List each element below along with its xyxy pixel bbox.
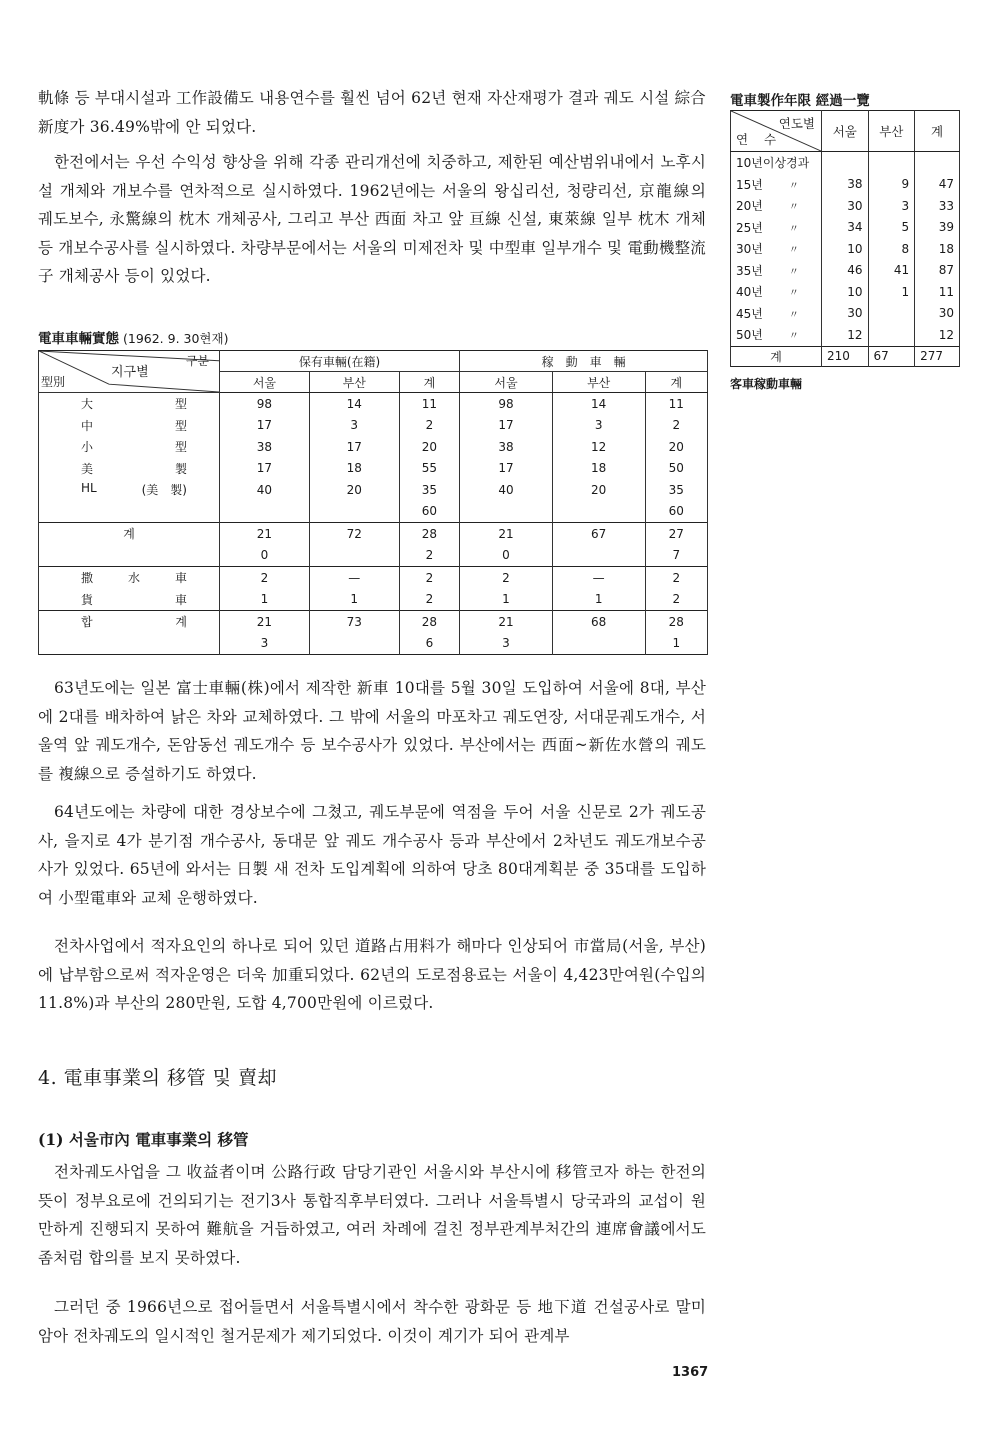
label-part: 水 (127, 571, 140, 586)
cell-value: 1 (552, 589, 645, 611)
ditto-mark: 〃 (788, 288, 799, 300)
row-label (39, 545, 220, 567)
paragraph-1963-new-cars: 63년도에는 일본 富士車輛(株)에서 제작한 新車 10대를 5월 30일 도입하여 서울에 8대, 부산에 2대를 배차하여 낡은 차와 교체하였다. 그 밖에 서울의 마포차고 궤도연장, 서대문궤도개수, 서울역 앞 궤도개수, 돈암동선 궤도개수 등 보수공사가 있었다. 부산에서는 西面~新佐水營의 궤도를 複線으로 증설하기도 하였다. (38, 679, 706, 783)
row-label (39, 501, 220, 523)
table-row (731, 152, 960, 174)
row-label (39, 567, 220, 589)
cell-value: 40 (220, 479, 310, 501)
cell-value: 28 (399, 523, 459, 545)
cell-value: 18 (552, 458, 645, 480)
total-busan: 67 (868, 346, 915, 366)
row-label: 25년 (736, 220, 763, 235)
cell-value: 55 (399, 458, 459, 480)
cell-value: 20 (645, 436, 707, 458)
cell-value (552, 545, 645, 567)
age-table-corner (731, 111, 822, 152)
label-part: 美 (81, 461, 94, 476)
cell-value: 3 (309, 415, 399, 437)
cell-value: 7 (645, 545, 707, 567)
cell-value: 67 (552, 523, 645, 545)
row-label-text (39, 460, 219, 477)
row-label-text (39, 417, 219, 434)
table-row (39, 567, 708, 589)
cell-value: 17 (460, 415, 553, 437)
label-part: HL (81, 481, 97, 496)
col-header-seoul: 서울 (822, 111, 869, 152)
cell-value: 38 (220, 436, 310, 458)
cell-value: 50 (645, 458, 707, 480)
table-row (39, 501, 708, 523)
row-label: 30년 (736, 242, 763, 257)
cell-busan: 1 (868, 281, 915, 303)
cell-total: 33 (915, 195, 960, 217)
cell-value: 2 (460, 567, 553, 589)
table-row (39, 589, 708, 611)
row-label (39, 436, 220, 458)
col-header-busan: 부산 (309, 372, 399, 393)
cell-value: 98 (460, 393, 553, 415)
label-part: (美 製) (141, 483, 187, 498)
cell-value: 2 (645, 567, 707, 589)
cell-value: 72 (309, 523, 399, 545)
col-header-busan: 부산 (868, 111, 915, 152)
vehicle-table-corner (39, 351, 220, 393)
cell-total: 12 (915, 324, 960, 346)
tram-age-table (730, 110, 960, 367)
label-text: 계 (123, 527, 135, 542)
cell-value: 21 (220, 611, 310, 633)
paragraph-road-fees: 전차사업에서 적자요인의 하나로 되어 있던 道路占用料가 해마다 인상되어 市當局(서울, 부산)에 납부함으로써 적자운영은 더욱 加重되었다. 62년의 도로점용료는 서울이 4,423만여원(수입의 11.8%)과 부산의 280만원, 도합 4,700만원에 이르렀다. (38, 937, 706, 1012)
cell-value: 18 (309, 458, 399, 480)
table-row (731, 281, 960, 303)
cell-value: 1 (220, 589, 310, 611)
cell-value: 35 (399, 479, 459, 501)
vehicle-table-title-main: 電車車輛實態 (38, 331, 119, 347)
table-row (39, 458, 708, 480)
row-label: 50년 (736, 328, 763, 343)
col-header-seoul: 서울 (220, 372, 310, 393)
row-label: 45년 (736, 306, 763, 321)
col-header-busan: 부산 (552, 372, 645, 393)
cell-value: 2 (399, 415, 459, 437)
label-part: 大 (81, 397, 94, 412)
row-label: 15년 (736, 177, 763, 192)
group-header-registered: 保有車輛(在籍) (220, 351, 460, 372)
cell-value: 14 (309, 393, 399, 415)
cell-value: 17 (220, 415, 310, 437)
cell-value: 17 (309, 436, 399, 458)
cell-value: 2 (220, 567, 310, 589)
ditto-mark: 〃 (788, 331, 799, 343)
cell-value: 20 (552, 479, 645, 501)
cell-value: 38 (460, 436, 553, 458)
table-row (39, 523, 708, 545)
cell-value: 6 (399, 633, 459, 655)
cell-value: 73 (309, 611, 399, 633)
cell-value (220, 501, 310, 523)
vehicle-status-table (38, 350, 708, 655)
cell-value: 2 (645, 415, 707, 437)
corner-category: 구분 (185, 354, 209, 368)
cell-value: 21 (460, 523, 553, 545)
sub-heading: (1) 서울市內 電車事業의 移管 (38, 1130, 249, 1149)
table-row (731, 238, 960, 260)
table-row (731, 260, 960, 282)
cell-busan (868, 324, 915, 346)
cell-total: 30 (915, 303, 960, 325)
age-table-title: 電車製作年限 經過一覽 (730, 93, 870, 109)
ditto-mark: 〃 (788, 223, 799, 235)
table-row (731, 217, 960, 239)
paragraph-1964-1965: 64년도에는 차량에 대한 경상보수에 그쳤고, 궤도부문에 역점을 두어 서울 신문로 2가 궤도공사, 을지로 4가 분기점 개수공사, 동대문 앞 궤도 개수공사 등과 부산에서 2차년도 궤도개보수공사가 있었다. 65년에 와서는 日製 새 전차 도입계획에 의하여 당초 80대계획분 중 35대를 도입하여 小型電車와 교체 운행하였다. (38, 803, 706, 907)
paragraph-repair-works-1962: 한전에서는 우선 수익성 향상을 위해 각종 관리개선에 치중하고, 제한된 예산범위내에서 노후시설 개체와 개보수를 연차적으로 실시하였다. 1962년에는 서울의 왕십리선, 청량리선, 京龍線의 궤도보수, 永驚線의 枕木 개체공사, 그리고 부산 西面 차고 앞 亘線 신설, 東萊線 일부 枕木 개체 등 개보수공사를 실시하였다. 차량부문에서는 서울의 미제전차 및 中型車 일부개수 및 電動機整流子 개체공사 등이 있었다. (38, 153, 706, 285)
cell-value: 28 (399, 611, 459, 633)
corner-type: 型別 (41, 375, 66, 389)
row-label (39, 458, 220, 480)
cell-value: 35 (645, 479, 707, 501)
row-label: 20년 (736, 199, 763, 214)
cell-value: 11 (645, 393, 707, 415)
row-label-text (39, 395, 219, 412)
total-row (731, 346, 960, 366)
col-header-total: 계 (915, 111, 960, 152)
cell-value: 68 (552, 611, 645, 633)
ditto-mark: 〃 (788, 180, 799, 192)
cell-value (309, 545, 399, 567)
cell-value: 0 (460, 545, 553, 567)
row-label: 40년 (736, 285, 763, 300)
table-row (39, 633, 708, 655)
cell-seoul: 30 (822, 303, 869, 325)
label-part: 中 (81, 418, 94, 433)
cell-busan: 3 (868, 195, 915, 217)
cell-value: 1 (460, 589, 553, 611)
cell-value: 98 (220, 393, 310, 415)
cell-value (460, 501, 553, 523)
table-row (39, 611, 708, 633)
row-label (39, 611, 220, 633)
cell-seoul: 10 (822, 238, 869, 260)
label-part: 계 (175, 615, 187, 630)
table-row (39, 415, 708, 437)
cell-value: 21 (460, 611, 553, 633)
cell-seoul: 12 (822, 324, 869, 346)
cell-value: 3 (460, 633, 553, 655)
group-label: 10년이상경과 (731, 152, 822, 174)
cell-value: 2 (645, 589, 707, 611)
row-label (39, 633, 220, 655)
cell-total: 47 (915, 174, 960, 196)
cell-value: 1 (309, 589, 399, 611)
total-all: 277 (915, 346, 960, 366)
row-label: 35년 (736, 263, 763, 278)
cell-value: 20 (399, 436, 459, 458)
group-header-operating: 稼 動 車 輛 (460, 351, 708, 372)
table-row (39, 479, 708, 501)
cell-seoul: 30 (822, 195, 869, 217)
cell-total: 87 (915, 260, 960, 282)
label-part: 車 (174, 592, 187, 607)
cell-seoul: 34 (822, 217, 869, 239)
table-row (731, 174, 960, 196)
cell-total: 18 (915, 238, 960, 260)
row-label (39, 415, 220, 437)
cell-value (309, 633, 399, 655)
total-label: 계 (731, 346, 822, 366)
table-row (731, 324, 960, 346)
label-part: 小 (81, 440, 94, 455)
cell-value: 3 (552, 415, 645, 437)
cell-busan: 8 (868, 238, 915, 260)
cell-value: 11 (399, 393, 459, 415)
row-label (39, 523, 220, 545)
ditto-mark: 〃 (788, 245, 799, 257)
cell-value (309, 501, 399, 523)
cell-value: 12 (552, 436, 645, 458)
row-label (39, 589, 220, 611)
cell-value: 2 (399, 545, 459, 567)
col-header-seoul: 서울 (460, 372, 553, 393)
col-header-total: 계 (645, 372, 707, 393)
cell-value: 3 (220, 633, 310, 655)
cell-value: 2 (399, 567, 459, 589)
table-row (39, 545, 708, 567)
cell-value (552, 633, 645, 655)
vehicle-table-title (38, 327, 228, 347)
paragraph-subway-construction: 그러던 중 1966년으로 접어들면서 서울특별시에서 착수한 광화문 등 地下道 건설공사로 말미암아 전차궤도의 일시적인 철거문제가 제기되었다. 이것이 계기가 되어 관계부 (38, 1298, 706, 1345)
cell-value: 28 (645, 611, 707, 633)
vehicle-table-title-date: (1962. 9. 30현재) (122, 331, 229, 346)
cell-total: 39 (915, 217, 960, 239)
row-label (39, 479, 220, 501)
cell-seoul: 38 (822, 174, 869, 196)
cell-value: 27 (645, 523, 707, 545)
ditto-mark: 〃 (788, 202, 799, 214)
corner-region: 지구별 (111, 365, 149, 380)
cell-value: — (309, 567, 399, 589)
corner-age-label: 연 수 (736, 132, 783, 147)
table-row (39, 436, 708, 458)
cell-value: 0 (220, 545, 310, 567)
cell-busan (868, 303, 915, 325)
cell-value: 60 (645, 501, 707, 523)
label-part: 합 (81, 615, 93, 630)
row-label-text (39, 481, 219, 498)
label-part: 製 (174, 461, 187, 476)
section-heading: 4. 電車事業의 移管 및 賣却 (38, 1067, 277, 1089)
age-table-note: 客車稼動車輛 (730, 377, 803, 391)
cell-seoul: 46 (822, 260, 869, 282)
row-label-text (39, 438, 219, 455)
row-label-text (39, 569, 219, 586)
cell-value: 21 (220, 523, 310, 545)
label-part: 型 (174, 418, 187, 433)
row-label-text (39, 613, 219, 630)
cell-value: 14 (552, 393, 645, 415)
ditto-mark: 〃 (788, 309, 799, 321)
cell-value: 1 (645, 633, 707, 655)
cell-seoul: 10 (822, 281, 869, 303)
corner-year-label: 연도별 (778, 116, 815, 131)
table-row (731, 303, 960, 325)
cell-value: — (552, 567, 645, 589)
cell-value: 40 (460, 479, 553, 501)
cell-value: 17 (460, 458, 553, 480)
label-part: 貨 (81, 592, 94, 607)
cell-value: 60 (399, 501, 459, 523)
ditto-mark: 〃 (788, 266, 799, 278)
label-part: 車 (174, 571, 187, 586)
paragraph-transfer-proposal: 전차궤도사업을 그 收益者이며 公路行政 담당기관인 서울시와 부산시에 移管코자 하는 한전의 뜻이 정부요로에 건의되기는 전기3사 통합직후부터였다. 그러나 서울특별시 당국과의 교섭이 원만하게 진행되지 못하여 難航을 거듭하였고, 여러 차례에 걸친 정부관계부처간의 連席會議에서도 좀처럼 합의를 보지 못하였다. (38, 1163, 706, 1267)
cell-value: 2 (399, 589, 459, 611)
paragraph-facility-aging: 軌條 등 부대시설과 工作設備도 내용연수를 훨씬 넘어 62년 현재 자산재평가 결과 궤도 시설 綜合新度가 36.49%밖에 안 되었다. (38, 89, 706, 136)
cell-busan: 41 (868, 260, 915, 282)
cell-busan: 5 (868, 217, 915, 239)
label-part: 型 (174, 397, 187, 412)
cell-busan: 9 (868, 174, 915, 196)
page-number: 1367 (672, 1365, 709, 1380)
total-seoul: 210 (822, 346, 869, 366)
col-header-total: 계 (399, 372, 459, 393)
cell-value: 17 (220, 458, 310, 480)
label-part: 型 (174, 440, 187, 455)
row-label (39, 393, 220, 415)
cell-total: 11 (915, 281, 960, 303)
table-row (39, 393, 708, 415)
label-part: 撒 (81, 571, 94, 586)
row-label-text (39, 591, 219, 608)
cell-value (552, 501, 645, 523)
table-row (731, 195, 960, 217)
cell-value: 20 (309, 479, 399, 501)
